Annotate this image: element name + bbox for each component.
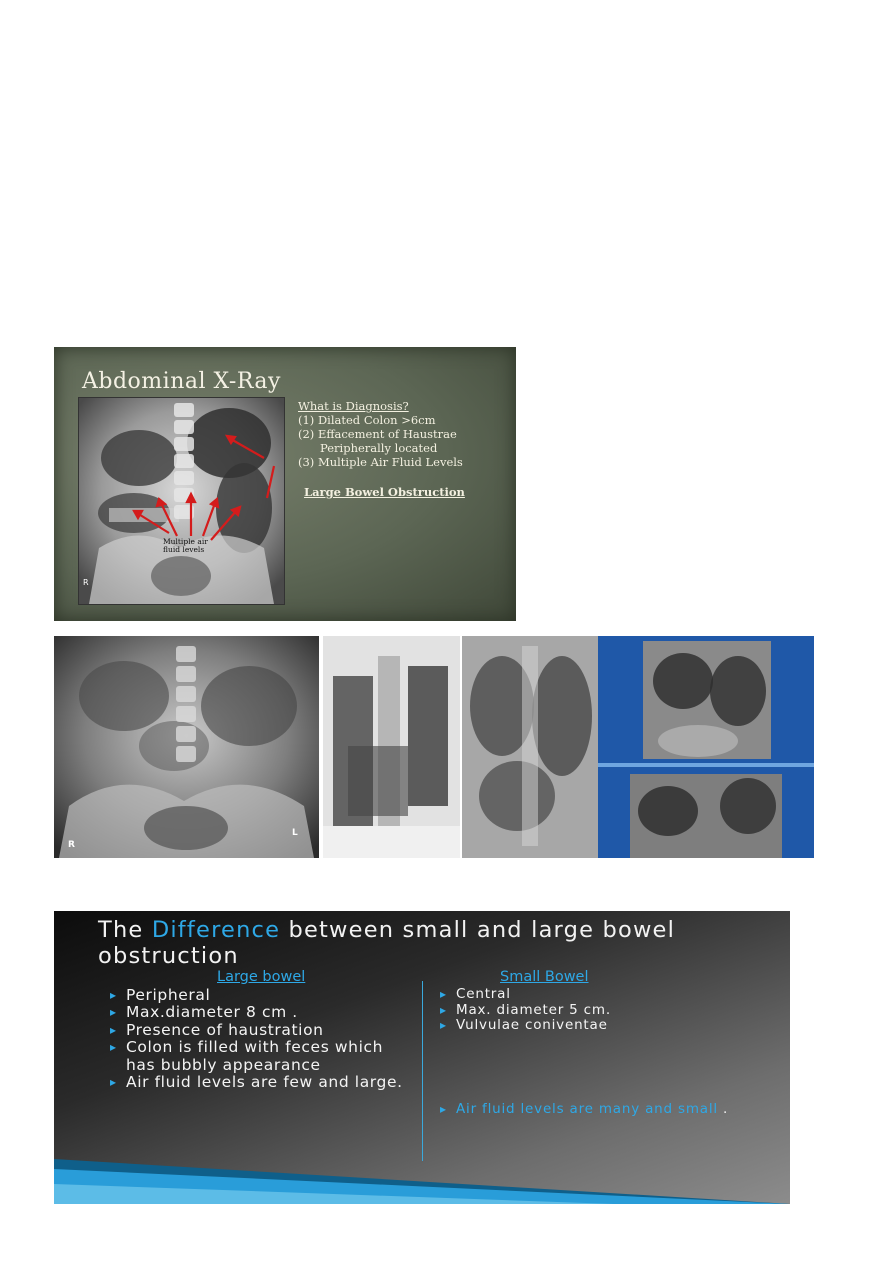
xray-illustration [462,636,598,858]
list-item: ▸ Vulvulae coniventae [438,1018,758,1034]
title-part-1: The [98,917,152,943]
list-item: ▸ Max. diameter 5 cm. [438,1003,758,1019]
decorative-swoosh [54,1149,790,1204]
finding-2: (2) Effacement of Haustrae [298,427,457,441]
fluid-levels-suffix: . [717,1101,729,1117]
xray-image [78,397,285,605]
list-item: ▸ Peripheral [108,987,408,1004]
diagnosis-answer: Large Bowel Obstruction [304,485,465,499]
large-bowel-heading: Large bowel [217,969,306,985]
xray-illustration [323,636,460,858]
diagnosis-question: What is Diagnosis? [298,399,409,413]
xray-image-3 [462,636,598,858]
list-item: ▸ Colon is filled with feces which has bubbly appearance [108,1039,408,1074]
xray-illustration [79,398,284,604]
slide-title: Abdominal X-Ray [82,369,281,394]
list-item: ▸ Max.diameter 8 cm . [108,1004,408,1021]
xray-illustration [54,636,319,858]
abdominal-xray-slide [54,347,516,621]
fluid-levels-text: Air fluid levels are many and small [456,1101,718,1117]
xray-image-2 [323,636,460,858]
xray-image-1 [54,636,319,858]
finding-1: (1) Dilated Colon >6cm [298,413,436,427]
finding-2-cont: Peripherally located [320,441,438,455]
bowel-obstruction-comparison-slide [54,911,790,1204]
slide-title [98,917,778,969]
list-item: ▸ Presence of haustration [108,1022,408,1039]
image-annotation: Multiple air fluid levels [163,537,208,554]
list-item: ▸ Air fluid levels are few and large. [108,1074,408,1091]
small-bowel-heading: Small Bowel [500,969,589,985]
diagnosis-text [298,399,513,499]
large-bowel-list [108,987,408,1091]
side-marker: R [83,578,89,587]
small-bowel-list [438,987,758,1034]
column-divider [422,981,423,1161]
title-part-2: between small and large bowel obstruction [98,917,676,969]
small-bowel-fluid-list [438,1102,738,1118]
right-marker: R [68,840,75,850]
list-item [438,1102,738,1118]
left-marker: L [292,828,298,838]
title-highlight: Difference [151,917,281,943]
xray-image-4 [598,636,814,858]
finding-3: (3) Multiple Air Fluid Levels [298,455,463,469]
list-item: ▸ Central [438,987,758,1003]
xray-illustration [598,636,814,858]
